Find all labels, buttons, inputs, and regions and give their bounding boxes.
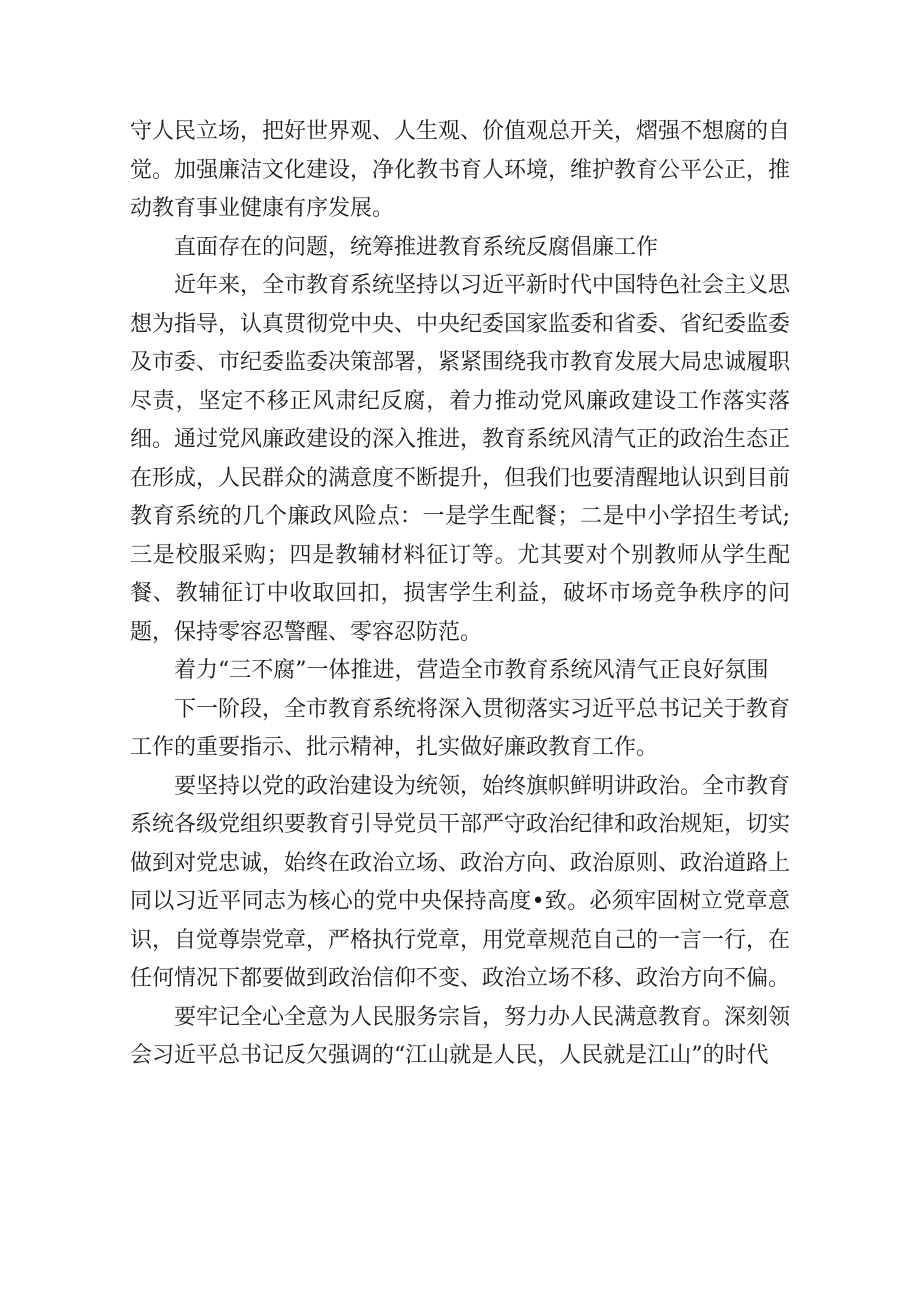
paragraph-political-building: 要坚持以党的政治建设为统领，始终旗帜鲜明讲政治。全市教育系统各级党组织要教育引导党员干部严守政治纪律和政治规矩，切实做到对党忠诚，始终在政治立场、政治方向、政治原则、政治道路上同以习近平同志为核心的党中央保持高度•致。必须牢固树立党章意识，自觉尊崇党章，严格执行党章，用党章规范自己的一言一行，在任何情况下都要做到政治信仰不变、政治立场不移、政治方向不偏。 [130,773,791,991]
paragraph-recent-years: 近年来，全市教育系统坚持以习近平新时代中国特色社会主义思想为指导，认真贯彻党中央、中央纪委国家监委和省委、省纪委监委及市委、市纪委监委决策部署，紧紧围绕我市教育发展大局忠诚履职尽责，坚定不移正风肃纪反腐，着力推动党风廉政建设工作落实落细。通过党风廉政建设的深入推进，教育系统风清气正的政治生态正在形成，人民群众的满意度不断提升，但我们也要清醒地认识到目前教育系统的几个廉政风险点：一是学生配餐；二是中小学招生考试;三是校服采购；四是教辅材料征订等。尤其要对个别教师从学生配餐、教辅征订中收取回扣，损害学生利益，破坏市场竞争秩序的问题，保持零容忍警醒、零容忍防范。 [130,273,791,645]
document-body [130,113,790,1076]
paragraph-continued-intro: 守人民立场，把好世界观、人生观、价值观总开关，熠强不想腐的自觉。加强廉洁文化建设，净化教书育人环境，维护教育公平公正，推动教育事业健康有序发展。 [130,119,791,221]
paragraph-serve-people: 要牢记全心全意为人民服务宗旨，努力办人民满意教育。深刻领会习近平总书记反欠强调的“江山就是人民，人民就是江山”的时代 [130,1004,791,1068]
paragraph-next-stage: 下一阶段，全市教育系统将深入贯彻落实习近平总书记关于教育工作的重要指示、批示精神，扎实做好廉政教育工作。 [130,696,791,760]
section-heading-three-no-corruption: 着力“三不腐”一体推进，营造全市教育系统风清气正良好氛围 [174,658,769,683]
section-heading-problems: 直面存在的问题，统筹推进教育系统反腐倡廉工作 [174,234,659,260]
